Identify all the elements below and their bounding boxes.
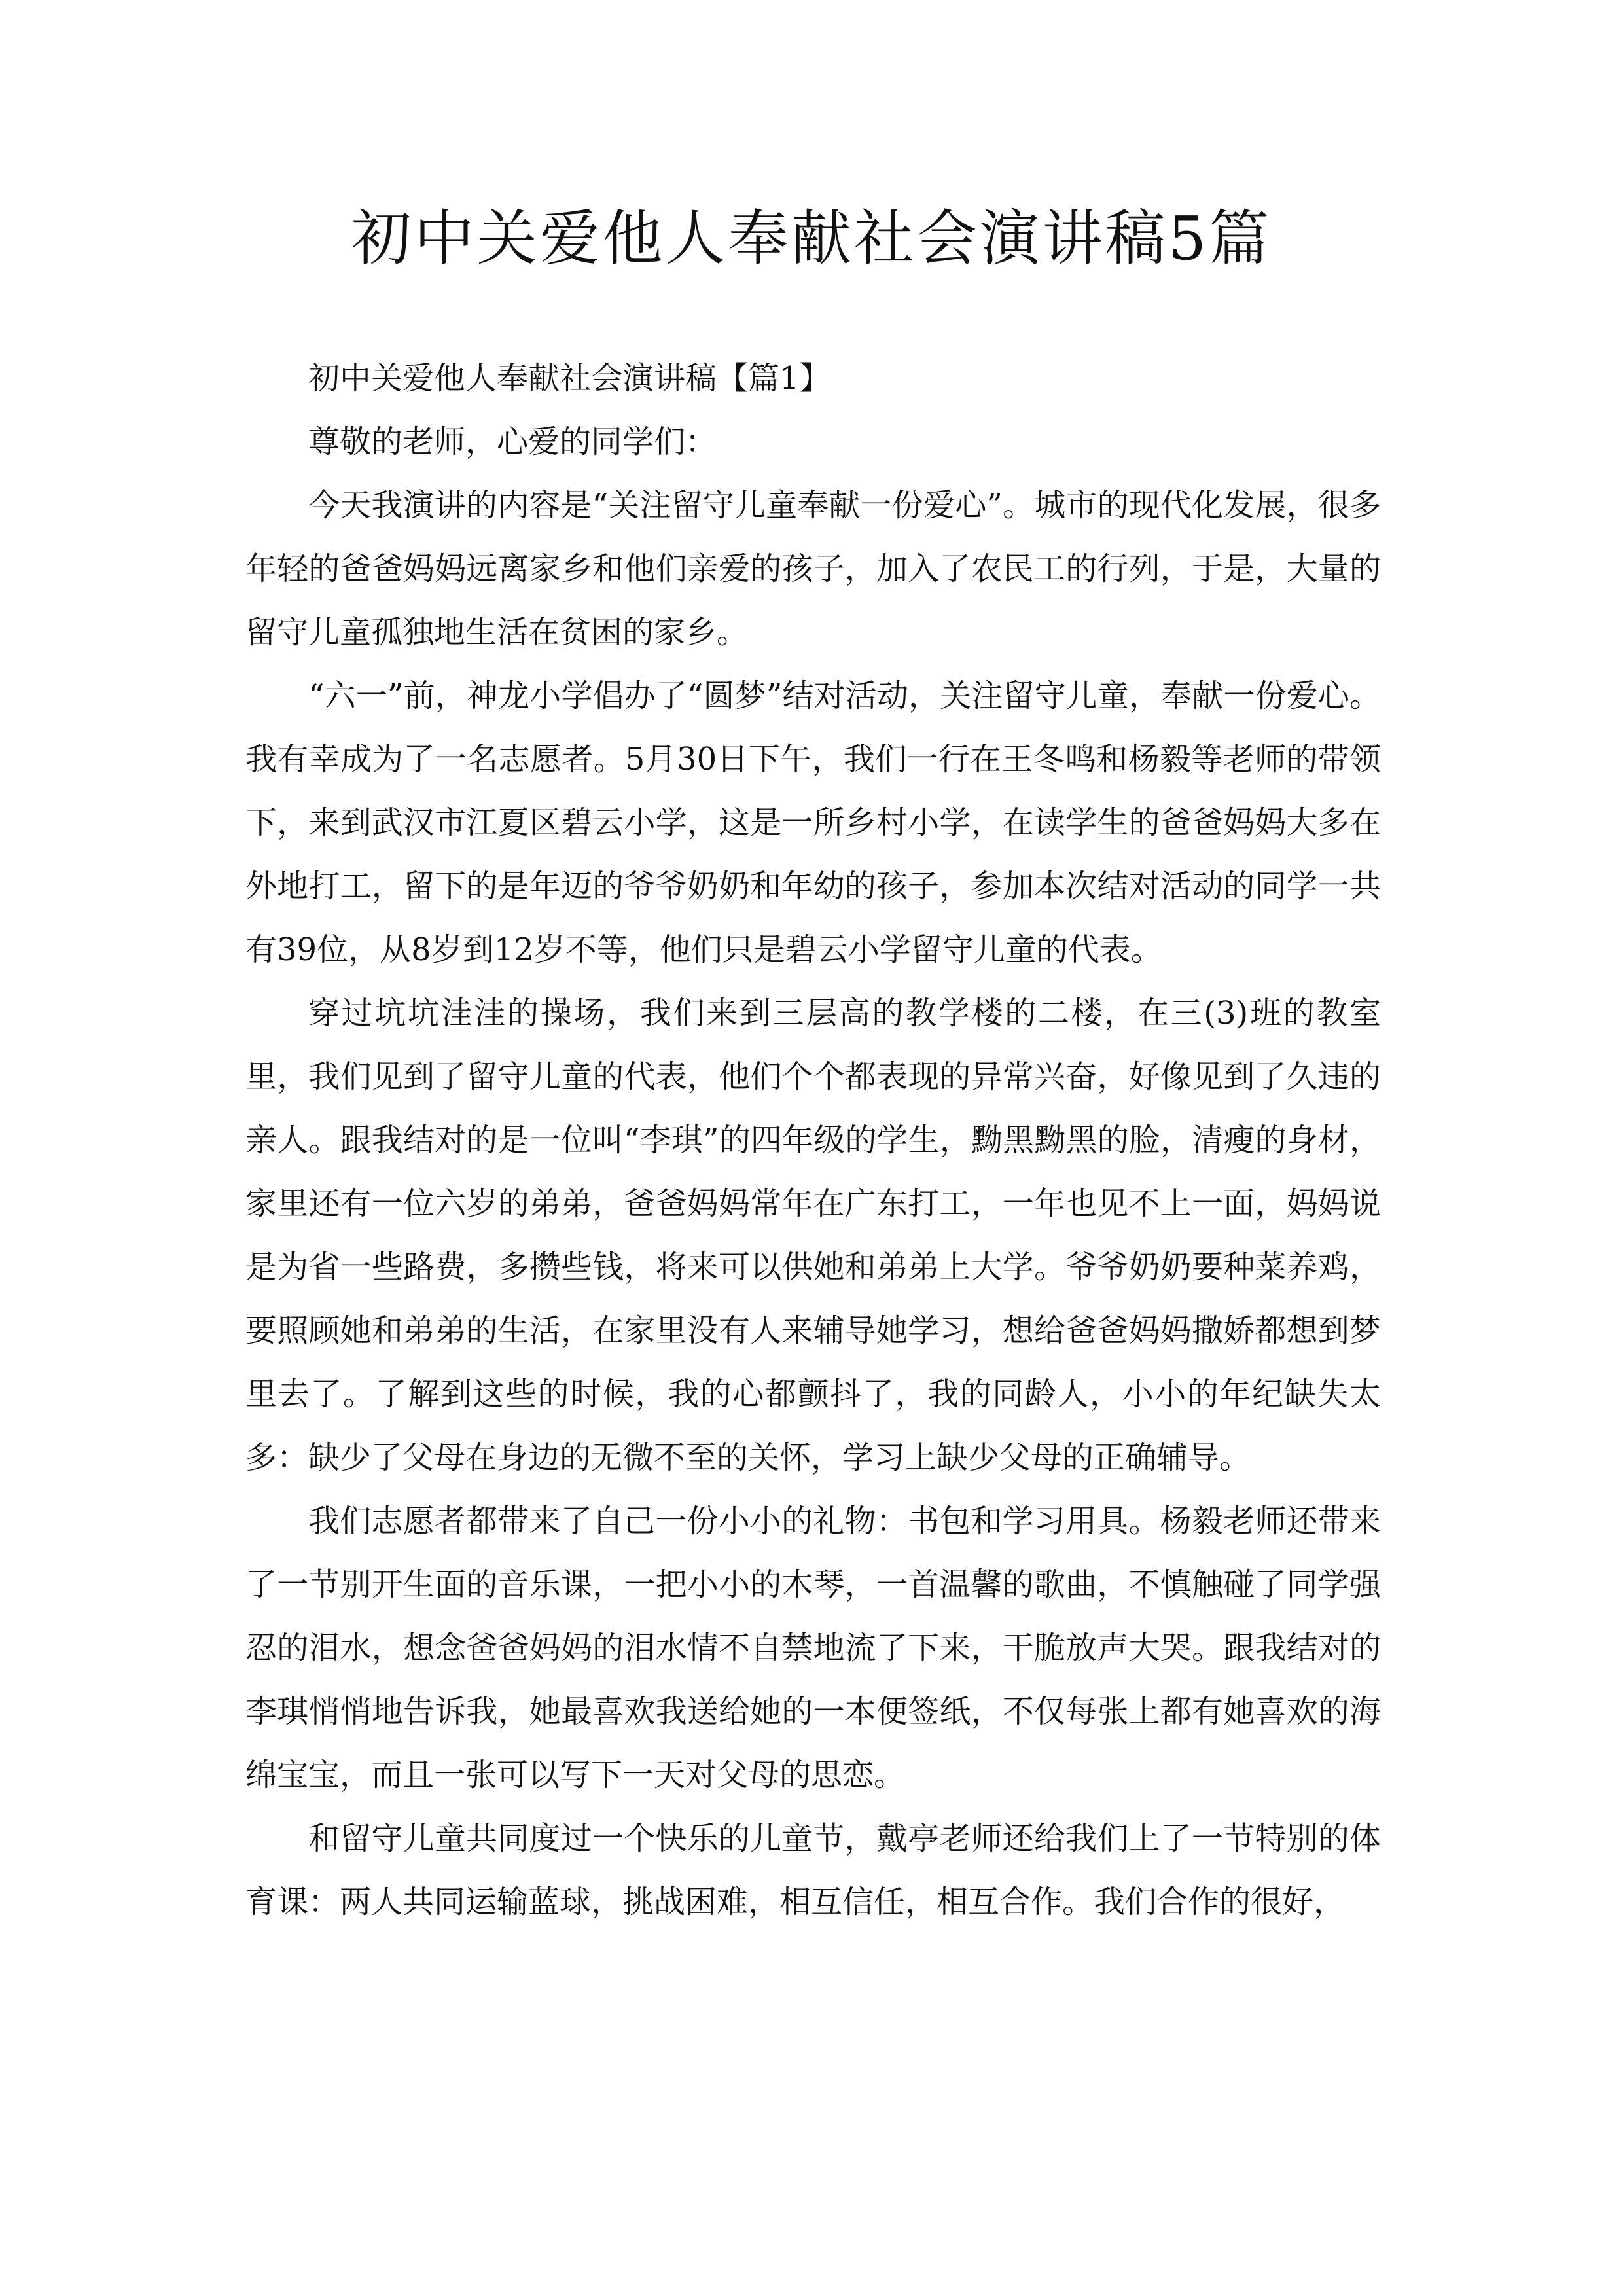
section-heading: 初中关爱他人奉献社会演讲稿【篇1】 xyxy=(308,360,831,397)
salutation: 尊敬的老师，心爱的同学们： xyxy=(308,423,717,460)
paragraph: 和留守儿童共同度过一个快乐的儿童节，戴亭老师还给我们上了一节特别的体育课：两人共同运输蓝球，挑战困难，相互信任，相互合作。我们合作的很好， xyxy=(245,1820,1381,1920)
paragraph: “六一”前，神龙小学倡办了“圆梦”结对活动，关注留守儿童，奉献一份爱心。我有幸成为了一名志愿者。5月30日下午，我们一行在王冬鸣和杨毅等老师的带领下，来到武汉市江夏区碧云小学，这是一所乡村小学，在读学生的爸爸妈妈大多在外地打工，留下的是年迈的爷爷奶奶和年幼的孩子，参加本次结对活动的同学一共有39位，从8岁到12岁不等，他们只是碧云小学留守儿童的代表。 xyxy=(245,677,1381,968)
document-body xyxy=(245,347,1381,1934)
paragraph: 我们志愿者都带来了自己一份小小的礼物：书包和学习用具。杨毅老师还带来了一节别开生面的音乐课，一把小小的木琴，一首温馨的歌曲，不慎触碰了同学强忍的泪水，想念爸爸妈妈的泪水情不自禁地流了下来，干脆放声大哭。跟我结对的李琪悄悄地告诉我，她最喜欢我送给她的一本便签纸，不仅每张上都有她喜欢的海绵宝宝，而且一张可以写下一天对父母的思恋。 xyxy=(245,1503,1381,1793)
paragraph: 今天我演讲的内容是“关注留守儿童奉献一份爱心”。城市的现代化发展，很多年轻的爸爸妈妈远离家乡和他们亲爱的孩子，加入了农民工的行列，于是，大量的留守儿童孤独地生活在贫困的家乡。 xyxy=(245,487,1381,651)
document-title: 初中关爱他人奉献社会演讲稿5篇 xyxy=(351,204,1272,274)
paragraph: 穿过坑坑洼洼的操场，我们来到三层高的教学楼的二楼，在三(3)班的教室里，我们见到了留守儿童的代表，他们个个都表现的异常兴奋，好像见到了久违的亲人。跟我结对的是一位叫“李琪”的四年级的学生，黝黑黝黑的脸，清瘦的身材，家里还有一位六岁的弟弟，爸爸妈妈常年在广东打工，一年也见不上一面，妈妈说是为省一些路费，多攒些钱，将来可以供她和弟弟上大学。爷爷奶奶要种菜养鸡，要照顾她和弟弟的生活，在家里没有人来辅导她学习，想给爸爸妈妈撒娇都想到梦里去了。了解到这些的时候，我的心都颤抖了，我的同龄人，小小的年纪缺失太多：缺少了父母在身边的无微不至的关怀，学习上缺少父母的正确辅导。 xyxy=(245,995,1381,1476)
